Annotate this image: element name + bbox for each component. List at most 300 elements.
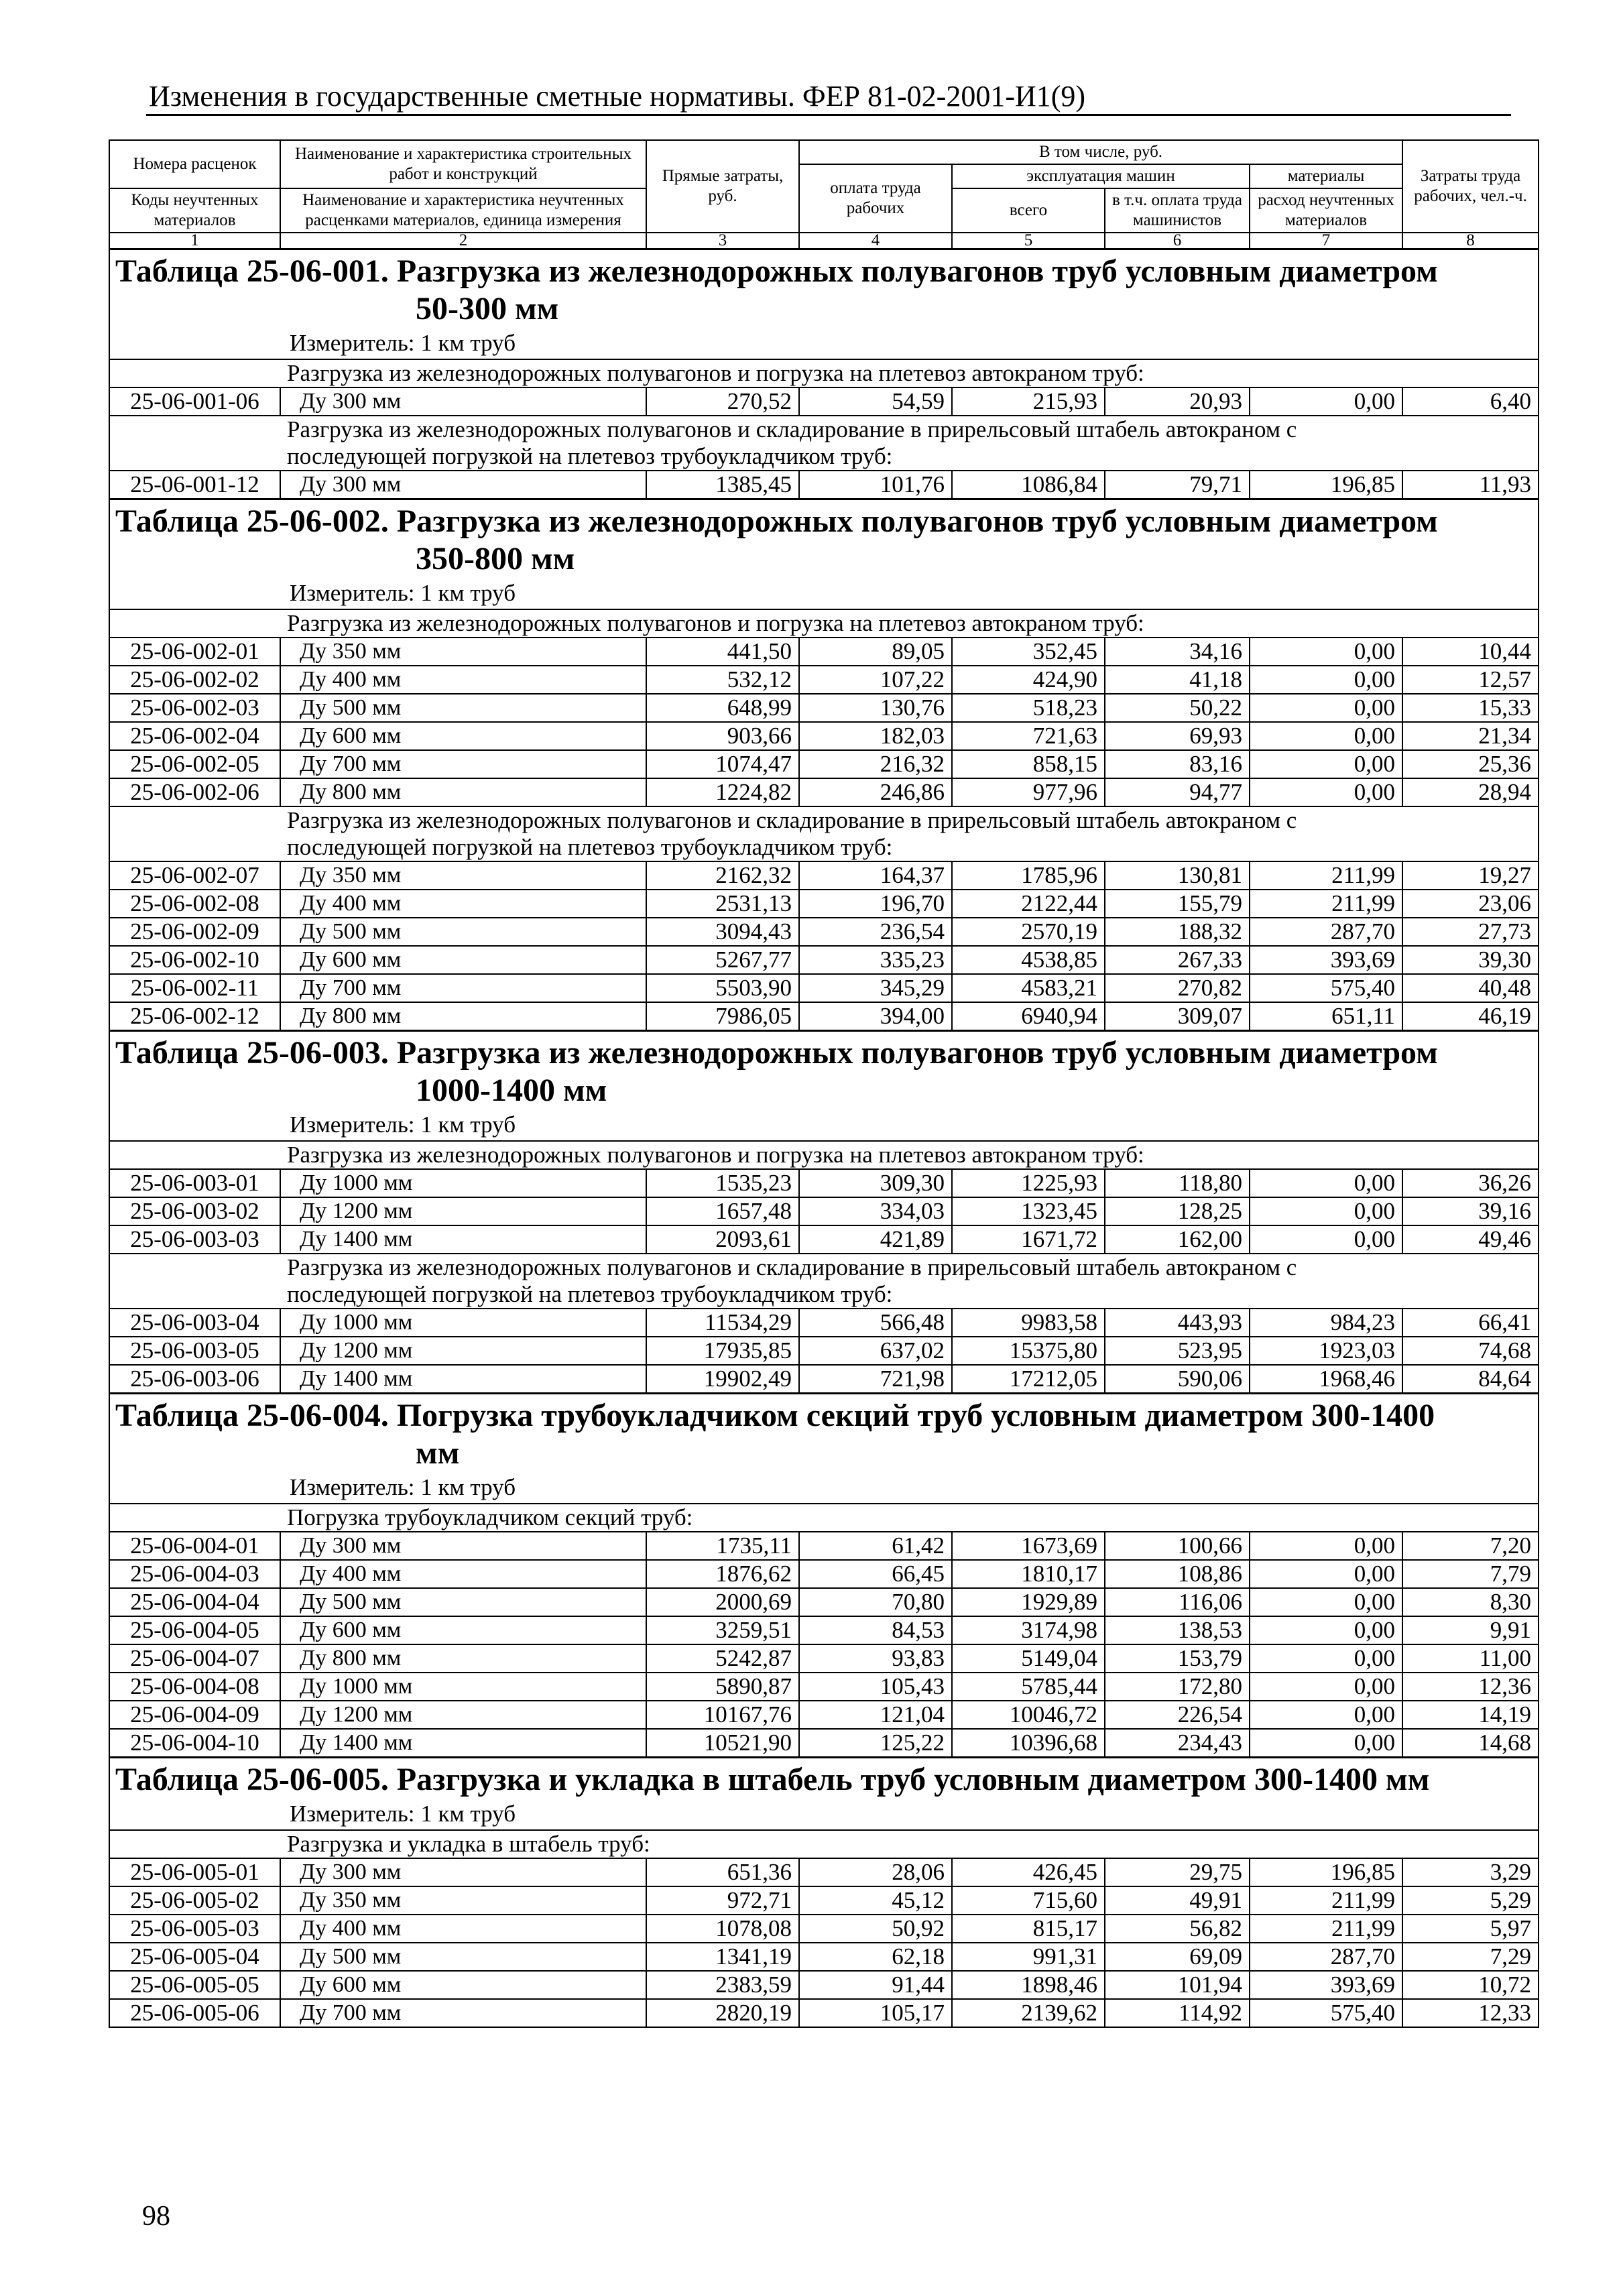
direct-costs: 1657,48 bbox=[646, 1197, 799, 1225]
machinist-pay: 83,16 bbox=[1105, 750, 1250, 778]
col-number: 8 bbox=[1402, 233, 1539, 249]
description-spacer bbox=[109, 1830, 280, 1858]
measure-row bbox=[109, 1111, 1539, 1141]
work-name: Ду 400 мм bbox=[280, 666, 646, 694]
worker-pay: 61,42 bbox=[799, 1532, 952, 1560]
machines-total: 858,15 bbox=[952, 750, 1105, 778]
machinist-pay: 34,16 bbox=[1105, 638, 1250, 666]
labor-hours: 5,29 bbox=[1402, 1886, 1539, 1915]
group-description-row bbox=[109, 1254, 1539, 1309]
direct-costs: 2383,59 bbox=[646, 1971, 799, 1999]
labor-hours: 14,68 bbox=[1402, 1729, 1539, 1758]
group-description-row bbox=[109, 1141, 1539, 1169]
direct-costs: 1341,19 bbox=[646, 1943, 799, 1971]
direct-costs: 1876,62 bbox=[646, 1560, 799, 1588]
work-name: Ду 350 мм bbox=[280, 638, 646, 666]
materials-cost: 0,00 bbox=[1250, 1197, 1402, 1225]
materials-cost: 0,00 bbox=[1250, 750, 1402, 778]
machinist-pay: 108,86 bbox=[1105, 1560, 1250, 1588]
machinist-pay: 270,82 bbox=[1105, 974, 1250, 1002]
description-spacer bbox=[109, 416, 280, 471]
direct-costs: 2000,69 bbox=[646, 1588, 799, 1616]
section-title-cell bbox=[109, 499, 1539, 580]
direct-costs: 2162,32 bbox=[646, 861, 799, 890]
table-row bbox=[109, 1915, 1539, 1943]
measure-row bbox=[109, 579, 1539, 609]
work-name: Ду 1000 мм bbox=[280, 1169, 646, 1197]
table-row bbox=[109, 1225, 1539, 1254]
machinist-pay: 50,22 bbox=[1105, 694, 1250, 722]
measure-unit: Измеритель: 1 км труб bbox=[109, 329, 1539, 359]
work-name: Ду 700 мм bbox=[280, 1999, 646, 2027]
machines-total: 1225,93 bbox=[952, 1169, 1105, 1197]
machines-total: 5785,44 bbox=[952, 1673, 1105, 1701]
labor-hours: 25,36 bbox=[1402, 750, 1539, 778]
labor-hours: 15,33 bbox=[1402, 694, 1539, 722]
machines-total: 977,96 bbox=[952, 778, 1105, 806]
labor-hours: 12,57 bbox=[1402, 666, 1539, 694]
machinist-pay: 590,06 bbox=[1105, 1365, 1250, 1394]
table-row bbox=[109, 1365, 1539, 1394]
direct-costs: 1385,45 bbox=[646, 471, 799, 499]
group-description bbox=[280, 806, 1539, 861]
rate-code: 25-06-002-07 bbox=[109, 861, 280, 890]
machines-total: 10396,68 bbox=[952, 1729, 1105, 1758]
rate-code: 25-06-004-03 bbox=[109, 1560, 280, 1588]
table-row bbox=[109, 666, 1539, 694]
machines-total: 715,60 bbox=[952, 1886, 1105, 1915]
direct-costs: 651,36 bbox=[646, 1858, 799, 1886]
materials-cost: 0,00 bbox=[1250, 666, 1402, 694]
machines-total: 3174,98 bbox=[952, 1616, 1105, 1644]
direct-costs: 270,52 bbox=[646, 387, 799, 416]
work-name: Ду 300 мм bbox=[280, 471, 646, 499]
machinist-pay: 443,93 bbox=[1105, 1309, 1250, 1337]
labor-hours: 36,26 bbox=[1402, 1169, 1539, 1197]
direct-costs: 1735,11 bbox=[646, 1532, 799, 1560]
rate-code: 25-06-004-01 bbox=[109, 1532, 280, 1560]
work-name: Ду 1000 мм bbox=[280, 1309, 646, 1337]
section-title-cell bbox=[109, 249, 1539, 330]
work-name: Ду 800 мм bbox=[280, 778, 646, 806]
group-description bbox=[280, 416, 1539, 471]
rate-code: 25-06-004-09 bbox=[109, 1701, 280, 1729]
machines-total: 215,93 bbox=[952, 387, 1105, 416]
worker-pay: 345,29 bbox=[799, 974, 952, 1002]
rate-code: 25-06-004-05 bbox=[109, 1616, 280, 1644]
section-title-row bbox=[109, 1031, 1539, 1111]
work-name: Ду 300 мм bbox=[280, 1532, 646, 1560]
labor-hours: 5,97 bbox=[1402, 1915, 1539, 1943]
table-header bbox=[109, 140, 1539, 249]
col-number: 5 bbox=[952, 233, 1105, 249]
work-name: Ду 600 мм bbox=[280, 722, 646, 750]
header-col1-top: Номера расценок bbox=[109, 140, 280, 188]
machines-total: 2570,19 bbox=[952, 918, 1105, 946]
rate-code: 25-06-002-03 bbox=[109, 694, 280, 722]
table-row bbox=[109, 1644, 1539, 1673]
machinist-pay: 114,92 bbox=[1105, 1999, 1250, 2027]
header-incl: В том числе, руб. bbox=[799, 140, 1402, 164]
col-number: 1 bbox=[109, 233, 280, 249]
section-title: Таблица 25-06-005. Разгрузка и укладка в штабель труб условным диаметром 300-1400 мм bbox=[115, 1762, 1430, 1797]
machinist-pay: 226,54 bbox=[1105, 1701, 1250, 1729]
table-row bbox=[109, 1729, 1539, 1758]
description-spacer bbox=[109, 1254, 280, 1309]
machines-total: 2122,44 bbox=[952, 890, 1105, 918]
description-spacer bbox=[109, 806, 280, 861]
group-description-row bbox=[109, 609, 1539, 638]
work-name: Ду 1400 мм bbox=[280, 1729, 646, 1758]
machinist-pay: 155,79 bbox=[1105, 890, 1250, 918]
table-row bbox=[109, 722, 1539, 750]
machines-total: 815,17 bbox=[952, 1915, 1105, 1943]
materials-cost: 196,85 bbox=[1250, 471, 1402, 499]
measure-unit: Измеритель: 1 км труб bbox=[109, 1111, 1539, 1141]
measure-unit: Измеритель: 1 км труб bbox=[109, 579, 1539, 609]
table-body bbox=[109, 249, 1539, 2028]
direct-costs: 1074,47 bbox=[646, 750, 799, 778]
machines-total: 1898,46 bbox=[952, 1971, 1105, 1999]
table-row bbox=[109, 778, 1539, 806]
materials-cost: 211,99 bbox=[1250, 1915, 1402, 1943]
page-number: 98 bbox=[142, 2201, 170, 2232]
machines-total: 1810,17 bbox=[952, 1560, 1105, 1588]
machinist-pay: 94,77 bbox=[1105, 778, 1250, 806]
rate-code: 25-06-002-01 bbox=[109, 638, 280, 666]
work-name: Ду 300 мм bbox=[280, 387, 646, 416]
group-description-row bbox=[109, 806, 1539, 861]
materials-cost: 0,00 bbox=[1250, 778, 1402, 806]
work-name: Ду 1400 мм bbox=[280, 1365, 646, 1394]
work-name: Ду 800 мм bbox=[280, 1002, 646, 1031]
col-number: 4 bbox=[799, 233, 952, 249]
rate-code: 25-06-001-12 bbox=[109, 471, 280, 499]
table-row bbox=[109, 1560, 1539, 1588]
machines-total: 1673,69 bbox=[952, 1532, 1105, 1560]
worker-pay: 121,04 bbox=[799, 1701, 952, 1729]
machines-total: 518,23 bbox=[952, 694, 1105, 722]
rate-code: 25-06-002-02 bbox=[109, 666, 280, 694]
table-row bbox=[109, 861, 1539, 890]
rate-code: 25-06-003-01 bbox=[109, 1169, 280, 1197]
work-name: Ду 1200 мм bbox=[280, 1337, 646, 1365]
materials-cost: 0,00 bbox=[1250, 1169, 1402, 1197]
header-col5: всего bbox=[952, 188, 1105, 233]
machines-total: 2139,62 bbox=[952, 1999, 1105, 2027]
work-name: Ду 350 мм bbox=[280, 861, 646, 890]
description-spacer bbox=[109, 1504, 280, 1532]
worker-pay: 54,59 bbox=[799, 387, 952, 416]
work-name: Ду 500 мм bbox=[280, 694, 646, 722]
labor-hours: 39,30 bbox=[1402, 946, 1539, 974]
header-materials: материалы bbox=[1250, 164, 1402, 188]
worker-pay: 45,12 bbox=[799, 1886, 952, 1915]
group-description-line: последующей погрузкой на плетевоз трубоукладчиком труб: bbox=[287, 443, 893, 469]
rate-code: 25-06-005-06 bbox=[109, 1999, 280, 2027]
work-name: Ду 700 мм bbox=[280, 974, 646, 1002]
materials-cost: 0,00 bbox=[1250, 1588, 1402, 1616]
table-row bbox=[109, 750, 1539, 778]
header-col7: расход неучтенных материалов bbox=[1250, 188, 1402, 233]
table-row bbox=[109, 694, 1539, 722]
materials-cost: 0,00 bbox=[1250, 1616, 1402, 1644]
header-col4: оплата труда рабочих bbox=[799, 164, 952, 233]
measure-unit: Измеритель: 1 км труб bbox=[109, 1800, 1539, 1830]
rate-code: 25-06-002-09 bbox=[109, 918, 280, 946]
work-name: Ду 700 мм bbox=[280, 750, 646, 778]
worker-pay: 130,76 bbox=[799, 694, 952, 722]
machinist-pay: 118,80 bbox=[1105, 1169, 1250, 1197]
rates-table bbox=[109, 139, 1539, 2028]
measure-row bbox=[109, 329, 1539, 359]
col-number: 2 bbox=[280, 233, 646, 249]
section-title-continued: 1000-1400 мм bbox=[416, 1073, 607, 1108]
work-name: Ду 1400 мм bbox=[280, 1225, 646, 1254]
direct-costs: 3259,51 bbox=[646, 1616, 799, 1644]
worker-pay: 125,22 bbox=[799, 1729, 952, 1758]
group-description bbox=[280, 1254, 1539, 1309]
header-number-row bbox=[109, 233, 1539, 249]
work-name: Ду 1200 мм bbox=[280, 1197, 646, 1225]
title-rule bbox=[146, 114, 1511, 116]
header-col2-bottom: Наименование и характеристика неучтенных расценками материалов, единица измерения bbox=[280, 188, 646, 233]
materials-cost: 211,99 bbox=[1250, 861, 1402, 890]
materials-cost: 0,00 bbox=[1250, 722, 1402, 750]
labor-hours: 7,29 bbox=[1402, 1943, 1539, 1971]
worker-pay: 721,98 bbox=[799, 1365, 952, 1394]
direct-costs: 5242,87 bbox=[646, 1644, 799, 1673]
table-row bbox=[109, 1999, 1539, 2027]
machinist-pay: 128,25 bbox=[1105, 1197, 1250, 1225]
group-description-row bbox=[109, 359, 1539, 387]
machinist-pay: 153,79 bbox=[1105, 1644, 1250, 1673]
direct-costs: 441,50 bbox=[646, 638, 799, 666]
materials-cost: 984,23 bbox=[1250, 1309, 1402, 1337]
rate-code: 25-06-005-05 bbox=[109, 1971, 280, 1999]
table-row bbox=[109, 387, 1539, 416]
rate-code: 25-06-002-04 bbox=[109, 722, 280, 750]
rate-code: 25-06-002-06 bbox=[109, 778, 280, 806]
worker-pay: 105,43 bbox=[799, 1673, 952, 1701]
section-title-continued: мм bbox=[416, 1435, 460, 1471]
worker-pay: 182,03 bbox=[799, 722, 952, 750]
labor-hours: 10,44 bbox=[1402, 638, 1539, 666]
header-col2-top: Наименование и характеристика строительных работ и конструкций bbox=[280, 140, 646, 188]
materials-cost: 0,00 bbox=[1250, 1701, 1402, 1729]
direct-costs: 903,66 bbox=[646, 722, 799, 750]
work-name: Ду 600 мм bbox=[280, 1971, 646, 1999]
table-row bbox=[109, 1701, 1539, 1729]
header-col3: Прямые затраты, руб. bbox=[646, 140, 799, 233]
labor-hours: 7,20 bbox=[1402, 1532, 1539, 1560]
machinist-pay: 309,07 bbox=[1105, 1002, 1250, 1031]
rate-code: 25-06-004-10 bbox=[109, 1729, 280, 1758]
table-row bbox=[109, 1197, 1539, 1225]
materials-cost: 0,00 bbox=[1250, 1225, 1402, 1254]
direct-costs: 972,71 bbox=[646, 1886, 799, 1915]
machines-total: 352,45 bbox=[952, 638, 1105, 666]
col-number: 6 bbox=[1105, 233, 1250, 249]
materials-cost: 287,70 bbox=[1250, 1943, 1402, 1971]
col-number: 7 bbox=[1250, 233, 1402, 249]
materials-cost: 0,00 bbox=[1250, 1532, 1402, 1560]
direct-costs: 1224,82 bbox=[646, 778, 799, 806]
group-description-line: последующей погрузкой на плетевоз трубоукладчиком труб: bbox=[287, 1281, 893, 1307]
work-name: Ду 400 мм bbox=[280, 1560, 646, 1588]
labor-hours: 74,68 bbox=[1402, 1337, 1539, 1365]
rate-code: 25-06-003-05 bbox=[109, 1337, 280, 1365]
worker-pay: 84,53 bbox=[799, 1616, 952, 1644]
worker-pay: 66,45 bbox=[799, 1560, 952, 1588]
rate-code: 25-06-005-02 bbox=[109, 1886, 280, 1915]
rate-code: 25-06-003-06 bbox=[109, 1365, 280, 1394]
direct-costs: 1535,23 bbox=[646, 1169, 799, 1197]
group-description-line: Разгрузка из железнодорожных полувагонов и складирование в прирельсовый штабель автокраном с bbox=[287, 416, 1297, 442]
rate-code: 25-06-002-08 bbox=[109, 890, 280, 918]
rate-code: 25-06-002-10 bbox=[109, 946, 280, 974]
machinist-pay: 188,32 bbox=[1105, 918, 1250, 946]
machinist-pay: 162,00 bbox=[1105, 1225, 1250, 1254]
materials-cost: 0,00 bbox=[1250, 1673, 1402, 1701]
worker-pay: 93,83 bbox=[799, 1644, 952, 1673]
labor-hours: 3,29 bbox=[1402, 1858, 1539, 1886]
machines-total: 17212,05 bbox=[952, 1365, 1105, 1394]
machines-total: 1929,89 bbox=[952, 1588, 1105, 1616]
machines-total: 6940,94 bbox=[952, 1002, 1105, 1031]
worker-pay: 62,18 bbox=[799, 1943, 952, 1971]
work-name: Ду 400 мм bbox=[280, 1915, 646, 1943]
materials-cost: 0,00 bbox=[1250, 387, 1402, 416]
materials-cost: 196,85 bbox=[1250, 1858, 1402, 1886]
worker-pay: 335,23 bbox=[799, 946, 952, 974]
table-row bbox=[109, 1971, 1539, 1999]
section-title: Таблица 25-06-001. Разгрузка из железнодорожных полувагонов труб условным диаметром bbox=[115, 253, 1438, 289]
section-title: Таблица 25-06-002. Разгрузка из железнодорожных полувагонов труб условным диаметром bbox=[115, 503, 1438, 539]
rate-code: 25-06-003-04 bbox=[109, 1309, 280, 1337]
labor-hours: 66,41 bbox=[1402, 1309, 1539, 1337]
worker-pay: 91,44 bbox=[799, 1971, 952, 1999]
labor-hours: 46,19 bbox=[1402, 1002, 1539, 1031]
section-title: Таблица 25-06-003. Разгрузка из железнодорожных полувагонов труб условным диаметром bbox=[115, 1035, 1438, 1071]
section-title-row bbox=[109, 249, 1539, 330]
materials-cost: 0,00 bbox=[1250, 638, 1402, 666]
worker-pay: 637,02 bbox=[799, 1337, 952, 1365]
measure-row bbox=[109, 1473, 1539, 1504]
labor-hours: 11,00 bbox=[1402, 1644, 1539, 1673]
worker-pay: 196,70 bbox=[799, 890, 952, 918]
labor-hours: 19,27 bbox=[1402, 861, 1539, 890]
rate-code: 25-06-005-03 bbox=[109, 1915, 280, 1943]
machinist-pay: 69,93 bbox=[1105, 722, 1250, 750]
materials-cost: 651,11 bbox=[1250, 1002, 1402, 1031]
worker-pay: 334,03 bbox=[799, 1197, 952, 1225]
machinist-pay: 49,91 bbox=[1105, 1886, 1250, 1915]
table-row bbox=[109, 1532, 1539, 1560]
work-name: Ду 500 мм bbox=[280, 1943, 646, 1971]
machines-total: 1086,84 bbox=[952, 471, 1105, 499]
machinist-pay: 138,53 bbox=[1105, 1616, 1250, 1644]
section-title-cell bbox=[109, 1758, 1539, 1801]
materials-cost: 0,00 bbox=[1250, 1560, 1402, 1588]
direct-costs: 17935,85 bbox=[646, 1337, 799, 1365]
direct-costs: 7986,05 bbox=[646, 1002, 799, 1031]
direct-costs: 19902,49 bbox=[646, 1365, 799, 1394]
group-description-row bbox=[109, 1830, 1539, 1858]
materials-cost: 0,00 bbox=[1250, 1729, 1402, 1758]
table-row bbox=[109, 890, 1539, 918]
group-description-line: Разгрузка из железнодорожных полувагонов и погрузка на плетевоз автокраном труб: bbox=[287, 1142, 1144, 1168]
work-name: Ду 1000 мм bbox=[280, 1673, 646, 1701]
section-title-row bbox=[109, 499, 1539, 580]
labor-hours: 21,34 bbox=[1402, 722, 1539, 750]
labor-hours: 14,19 bbox=[1402, 1701, 1539, 1729]
table-row bbox=[109, 1673, 1539, 1701]
labor-hours: 27,73 bbox=[1402, 918, 1539, 946]
worker-pay: 309,30 bbox=[799, 1169, 952, 1197]
labor-hours: 84,64 bbox=[1402, 1365, 1539, 1394]
machines-total: 991,31 bbox=[952, 1943, 1105, 1971]
group-description-row bbox=[109, 1504, 1539, 1532]
rates-table-container bbox=[109, 139, 1538, 2028]
labor-hours: 28,94 bbox=[1402, 778, 1539, 806]
description-spacer bbox=[109, 1141, 280, 1169]
section-title-cell bbox=[109, 1031, 1539, 1111]
materials-cost: 575,40 bbox=[1250, 1999, 1402, 2027]
machines-total: 9983,58 bbox=[952, 1309, 1105, 1337]
machinist-pay: 267,33 bbox=[1105, 946, 1250, 974]
materials-cost: 393,69 bbox=[1250, 946, 1402, 974]
labor-hours: 7,79 bbox=[1402, 1560, 1539, 1588]
machinist-pay: 56,82 bbox=[1105, 1915, 1250, 1943]
table-row bbox=[109, 1309, 1539, 1337]
section-title: Таблица 25-06-004. Погрузка трубоукладчиком секций труб условным диаметром 300-1400 bbox=[115, 1398, 1435, 1433]
machinist-pay: 100,66 bbox=[1105, 1532, 1250, 1560]
machines-total: 5149,04 bbox=[952, 1644, 1105, 1673]
group-description bbox=[280, 609, 1539, 638]
machines-total: 1671,72 bbox=[952, 1225, 1105, 1254]
group-description-line: Разгрузка из железнодорожных полувагонов и складирование в прирельсовый штабель автокраном с bbox=[287, 1254, 1297, 1280]
table-row bbox=[109, 1337, 1539, 1365]
direct-costs: 2093,61 bbox=[646, 1225, 799, 1254]
machinist-pay: 234,43 bbox=[1105, 1729, 1250, 1758]
machines-total: 1323,45 bbox=[952, 1197, 1105, 1225]
machines-total: 4583,21 bbox=[952, 974, 1105, 1002]
section-title-continued: 50-300 мм bbox=[416, 291, 559, 326]
machines-total: 4538,85 bbox=[952, 946, 1105, 974]
labor-hours: 8,30 bbox=[1402, 1588, 1539, 1616]
section-title-row bbox=[109, 1394, 1539, 1474]
table-row bbox=[109, 974, 1539, 1002]
labor-hours: 40,48 bbox=[1402, 974, 1539, 1002]
rate-code: 25-06-005-04 bbox=[109, 1943, 280, 1971]
group-description bbox=[280, 1504, 1539, 1532]
header-col1-bottom: Коды неучтенных материалов bbox=[109, 188, 280, 233]
work-name: Ду 300 мм bbox=[280, 1858, 646, 1886]
machinist-pay: 41,18 bbox=[1105, 666, 1250, 694]
measure-unit: Измеритель: 1 км труб bbox=[109, 1473, 1539, 1504]
rate-code: 25-06-004-04 bbox=[109, 1588, 280, 1616]
table-row bbox=[109, 1002, 1539, 1031]
machines-total: 15375,80 bbox=[952, 1337, 1105, 1365]
rate-code: 25-06-003-03 bbox=[109, 1225, 280, 1254]
table-row bbox=[109, 638, 1539, 666]
labor-hours: 49,46 bbox=[1402, 1225, 1539, 1254]
materials-cost: 0,00 bbox=[1250, 1644, 1402, 1673]
direct-costs: 5890,87 bbox=[646, 1673, 799, 1701]
direct-costs: 11534,29 bbox=[646, 1309, 799, 1337]
machines-total: 426,45 bbox=[952, 1858, 1105, 1886]
